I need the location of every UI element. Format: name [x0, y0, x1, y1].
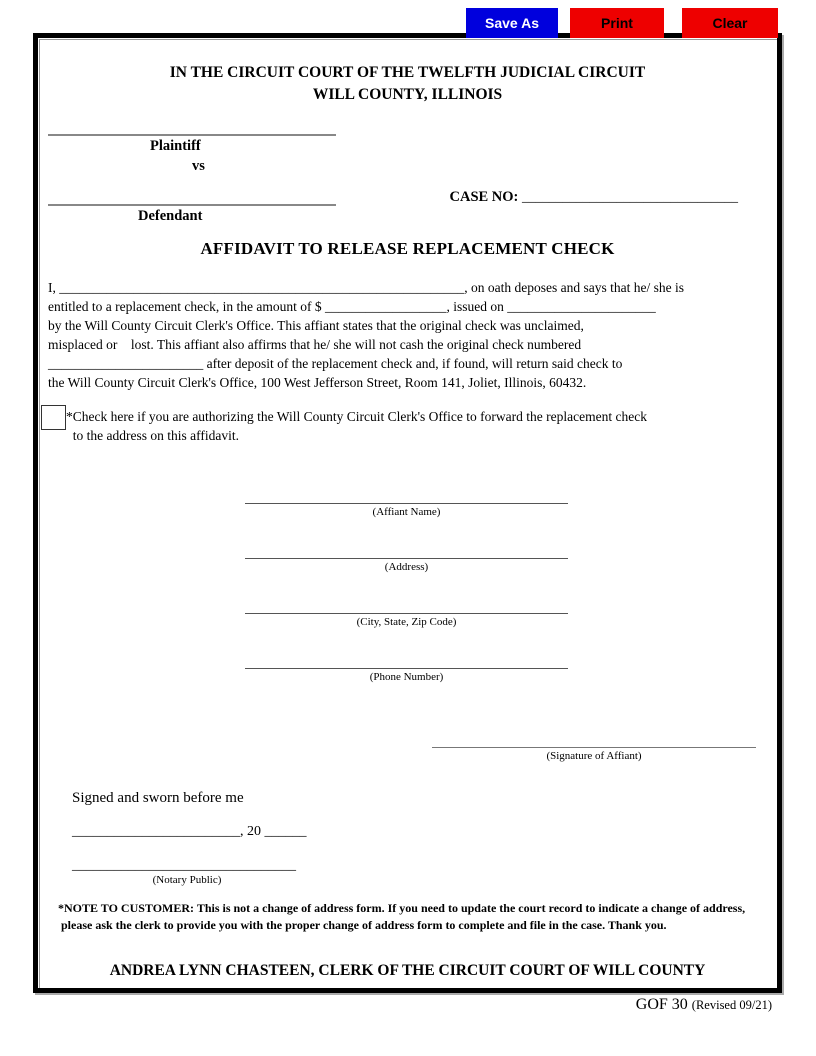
form-revision: (Revised 09/21): [691, 998, 772, 1012]
court-header-line1: IN THE CIRCUIT COURT OF THE TWELFTH JUDICIAL CIRCUIT: [169, 64, 646, 81]
auth-line: to the address on this affidavit.: [66, 428, 239, 443]
form-page: [33, 33, 782, 993]
plaintiff-name-line[interactable]: [48, 134, 336, 136]
notary-signature-line: ________________________________: [72, 858, 296, 873]
court-header-line2: WILL COUNTY, ILLINOIS: [312, 86, 503, 103]
address-field[interactable]: [245, 558, 568, 559]
note-line: please ask the clerk to provide you with the proper change of address form to complete and file in the case. Thank you.: [58, 918, 667, 932]
court-header: [38, 62, 777, 106]
clear-button[interactable]: Clear: [682, 8, 778, 38]
note-to-customer: [58, 900, 745, 934]
forward-authorization-text: [66, 407, 771, 445]
plaintiff-label: Plaintiff: [150, 138, 201, 154]
case-no-field[interactable]: ________________________________: [522, 189, 739, 204]
city-state-zip-field[interactable]: [245, 613, 568, 614]
phone-number-field[interactable]: [245, 668, 568, 669]
forward-authorization-checkbox[interactable]: [41, 405, 66, 430]
vs-label: vs: [192, 158, 205, 174]
body-line: _______________________ after deposit of the replacement check and, if found, will return said check to: [48, 356, 623, 371]
body-line: by the Will County Circuit Clerk's Office. This affiant states that the original check was unclaimed,: [48, 318, 584, 333]
signature-of-affiant-line: [432, 747, 756, 748]
case-number-row: [436, 173, 738, 222]
print-button[interactable]: Print: [570, 8, 664, 38]
form-number: GOF 30: [635, 996, 692, 1013]
defendant-label: Defendant: [138, 208, 203, 224]
save-as-button[interactable]: Save As: [466, 8, 558, 38]
body-line: I, ____________________________________________________________, on oath deposes and says that he/ she is: [48, 280, 684, 295]
affiant-name-label: (Affiant Name): [372, 506, 441, 518]
affidavit-body: [48, 278, 768, 392]
body-line: entitled to a replacement check, in the amount of $ __________________, issued on ______________________: [48, 299, 656, 314]
phone-number-label: (Phone Number): [369, 671, 444, 683]
body-line: misplaced or lost. This affiant also affirms that he/ she will not cash the original check numbered: [48, 337, 582, 352]
sworn-date-field[interactable]: ________________________, 20 ______: [72, 824, 307, 839]
notary-block: [72, 858, 302, 886]
form-title: AFFIDAVIT TO RELEASE REPLACEMENT CHECK: [200, 239, 615, 258]
signature-of-affiant-label: (Signature of Affiant): [546, 750, 642, 762]
address-label: (Address): [384, 561, 429, 573]
signed-sworn-text: Signed and sworn before me: [72, 790, 244, 806]
note-line: *NOTE TO CUSTOMER: This is not a change of address form. If you need to update the court record to indicate a change of address,: [58, 901, 746, 915]
notary-public-label: (Notary Public): [152, 874, 222, 886]
clerk-of-court-line: ANDREA LYNN CHASTEEN, CLERK OF THE CIRCUIT COURT OF WILL COUNTY: [109, 962, 706, 979]
city-state-zip-label: (City, State, Zip Code): [356, 616, 457, 628]
case-no-label: CASE NO:: [449, 189, 523, 205]
auth-line: *Check here if you are authorizing the Will County Circuit Clerk's Office to forward the replacement check: [66, 409, 647, 424]
body-line: the Will County Circuit Clerk's Office, 100 West Jefferson Street, Room 141, Joliet, Illinois, 60432.: [48, 375, 587, 390]
defendant-name-line[interactable]: [48, 204, 336, 206]
form-number-footer: [636, 996, 772, 1014]
affiant-name-field[interactable]: [245, 503, 568, 504]
